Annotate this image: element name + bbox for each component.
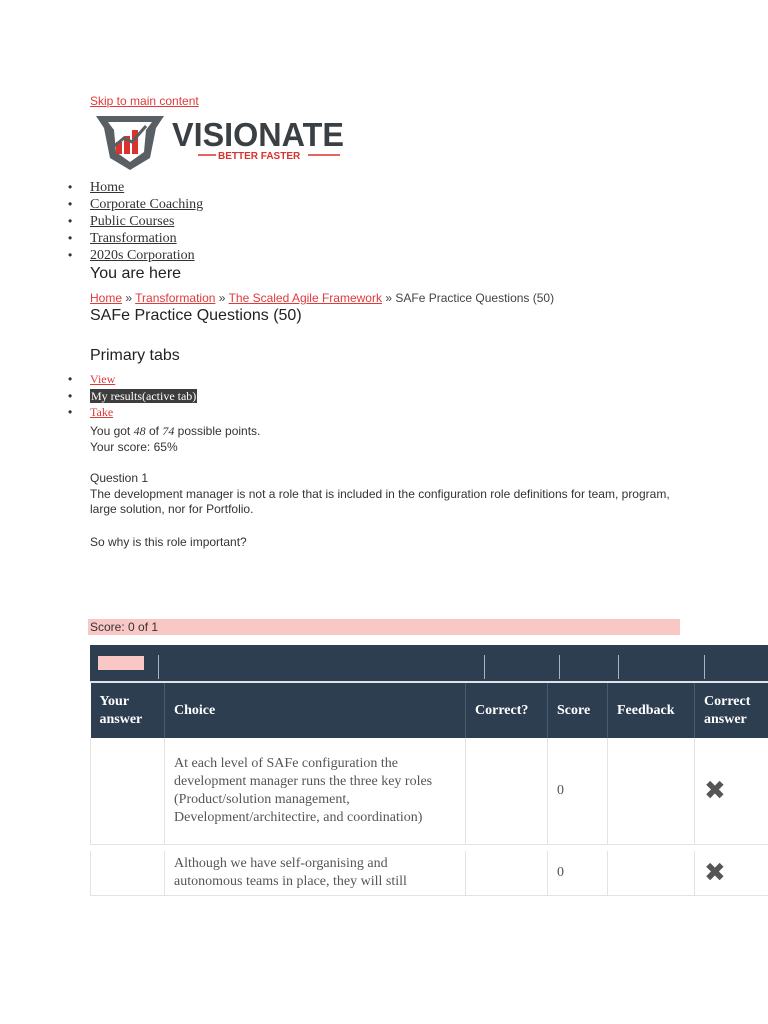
- your-score: Your score: 65%: [90, 439, 178, 454]
- toolbar-divider: [618, 655, 619, 679]
- points-suffix: possible points.: [177, 424, 261, 438]
- answer-table: [90, 683, 768, 896]
- breadcrumb-separator: »: [385, 291, 393, 305]
- nav-link-2020s-corporation[interactable]: 2020s Corporation: [90, 248, 195, 263]
- logo-brand-text: VISIONATE: [172, 116, 344, 153]
- nav-item-home: [90, 179, 203, 196]
- points-line: [90, 424, 260, 440]
- cell-choice: At each level of SAFe configuration the development manager runs the three key roles (Product/solution management, Development/architectire, and coordination): [165, 738, 466, 845]
- question-score-bar: Score: 0 of 1: [88, 619, 680, 635]
- toolbar-swatch: [98, 656, 144, 670]
- table-toolbar: [90, 645, 768, 681]
- logo-tagline-text: BETTER FASTER: [218, 151, 301, 162]
- main-nav: [90, 179, 203, 264]
- question-prompt: So why is this role important?: [90, 534, 247, 549]
- x-icon: ✖: [704, 775, 726, 806]
- cell-feedback: [608, 851, 695, 896]
- tab-my-results[interactable]: My results(active tab): [91, 388, 197, 403]
- points-got: 48: [133, 424, 146, 438]
- cell-your-answer: [91, 738, 165, 845]
- nav-link-corporate-coaching[interactable]: Corporate Coaching: [90, 197, 204, 212]
- cell-correct: [466, 851, 548, 896]
- breadcrumb-scaled-agile-framework[interactable]: The Scaled Agile Framework: [228, 291, 382, 305]
- cell-score: 0: [548, 851, 608, 896]
- table-header-row: [91, 683, 768, 738]
- header-correct: Correct?: [466, 683, 548, 738]
- header-score: Score: [548, 683, 608, 738]
- nav-item-public-courses: [90, 213, 203, 230]
- points-prefix: You got: [90, 424, 131, 438]
- table-row: [91, 738, 768, 845]
- primary-tabs: [90, 371, 197, 421]
- visionate-logo[interactable]: [94, 114, 348, 172]
- tab-take[interactable]: Take: [90, 405, 114, 419]
- breadcrumb-separator: »: [218, 291, 226, 305]
- toolbar-divider: [704, 655, 705, 679]
- nav-item-transformation: [90, 230, 203, 247]
- question-text: The development manager is not a role that is included in the configuration role definitions for team, program, large solution, nor for Portfolio.: [90, 486, 670, 516]
- x-icon: ✖: [704, 857, 726, 888]
- cell-correct: [466, 738, 548, 845]
- nav-item-corporate-coaching: [90, 196, 203, 213]
- cell-correct-answer: [695, 851, 768, 896]
- header-your-answer: Your answer: [91, 683, 165, 738]
- breadcrumb-transformation[interactable]: Transformation: [135, 291, 216, 305]
- tab-view-item: [90, 371, 197, 388]
- cell-your-answer: [91, 851, 165, 896]
- primary-tabs-heading: Primary tabs: [90, 347, 180, 364]
- cell-score: 0: [548, 738, 608, 845]
- tab-take-item: [90, 404, 197, 421]
- points-of: of: [148, 424, 159, 438]
- cell-correct-answer: [695, 738, 768, 845]
- toolbar-divider: [158, 655, 159, 679]
- breadcrumb: [90, 291, 554, 305]
- tab-results-item: [90, 388, 197, 405]
- toolbar-divider: [484, 655, 485, 679]
- cell-feedback: [608, 738, 695, 845]
- toolbar-divider: [559, 655, 560, 679]
- skip-to-content-link[interactable]: Skip to main content: [90, 94, 199, 108]
- nav-link-public-courses[interactable]: Public Courses: [90, 214, 175, 229]
- table-row: [91, 851, 768, 896]
- header-correct-answer: Correct answer: [695, 683, 768, 738]
- breadcrumb-separator: »: [125, 291, 133, 305]
- breadcrumb-current: SAFe Practice Questions (50): [395, 291, 555, 305]
- nav-item-2020s-corporation: [90, 247, 203, 264]
- page-title: SAFe Practice Questions (50): [90, 307, 302, 324]
- breadcrumb-home[interactable]: Home: [90, 291, 123, 305]
- cell-choice: Although we have self-organising and autonomous teams in place, they will still: [165, 851, 466, 896]
- you-are-here-heading: You are here: [90, 265, 182, 282]
- tab-view[interactable]: View: [90, 372, 116, 386]
- answer-table-wrapper: [90, 645, 768, 896]
- question-block: [90, 471, 690, 550]
- question-label: Question 1: [90, 471, 149, 485]
- nav-link-home[interactable]: Home: [90, 180, 125, 195]
- header-choice: Choice: [165, 683, 466, 738]
- nav-link-transformation[interactable]: Transformation: [90, 231, 177, 246]
- results-summary: [90, 424, 260, 455]
- points-total: 74: [162, 424, 175, 438]
- header-feedback: Feedback: [608, 683, 695, 738]
